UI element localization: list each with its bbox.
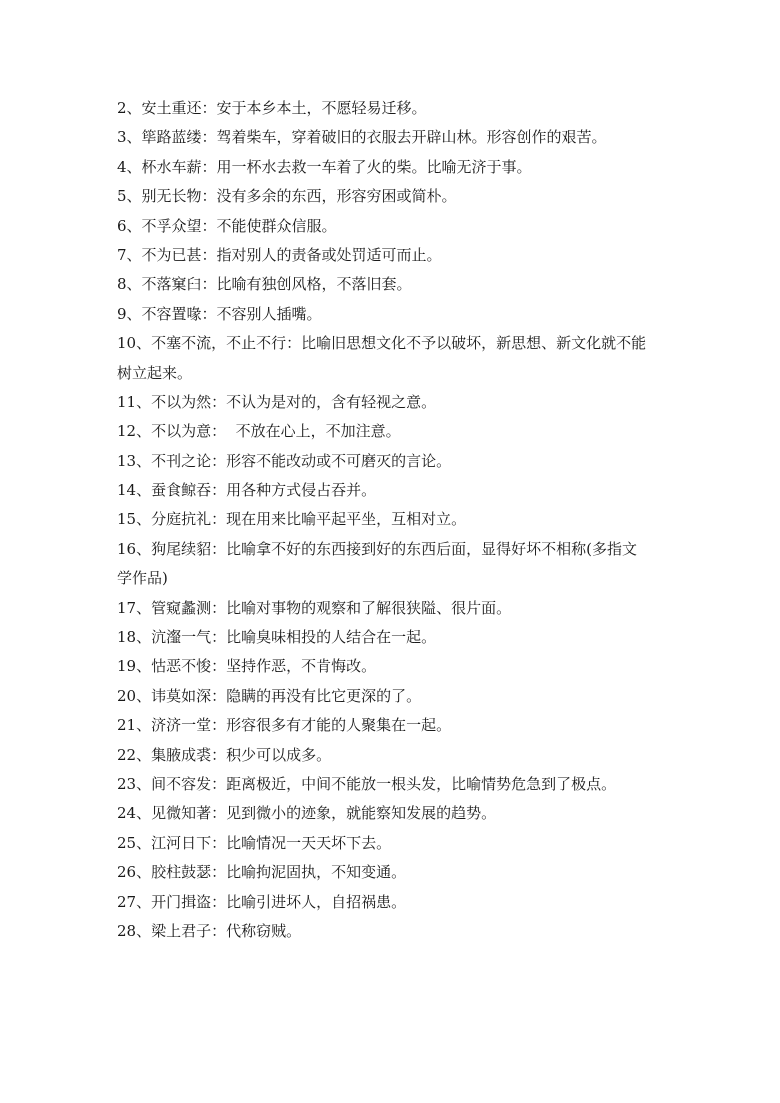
list-item: 2、安土重还：安于本乡本土，不愿轻易迁移。	[117, 99, 427, 117]
list-item: 10、不塞不流，不止不行：比喻旧思想文化不予以破坏，新思想、新文化就不能	[117, 334, 647, 353]
list-item: 20、讳莫如深：隐瞒的再没有比它更深的了。	[117, 686, 422, 705]
list-item: 24、见微知著：见到微小的迹象，就能察知发展的趋势。	[117, 804, 497, 823]
list-item-continuation: 树立起来。	[117, 363, 193, 382]
list-item: 9、不容置喙：不容别人插嘴。	[117, 304, 322, 323]
list-item: 28、梁上君子：代称窃贼。	[117, 921, 302, 940]
list-item: 6、不孚众望：不能使群众信服。	[117, 216, 337, 235]
list-item: 21、济济一堂：形容很多有才能的人聚集在一起。	[117, 716, 452, 735]
list-item: 8、不落窠臼：比喻有独创风格，不落旧套。	[117, 275, 412, 294]
list-item: 27、开门揖盗：比喻引进坏人，自招祸患。	[117, 892, 407, 911]
list-item: 19、怙恶不悛：坚持作恶，不肯悔改。	[117, 657, 377, 676]
list-item: 16、狗尾续貂：比喻拿不好的东西接到好的东西后面，显得好坏不相称(多指文	[117, 539, 637, 558]
list-item: 26、胶柱鼓瑟：比喻拘泥固执，不知变通。	[117, 863, 407, 882]
list-item: 12、不以为意： 不放在心上，不加注意。	[117, 422, 401, 441]
list-item: 11、不以为然：不认为是对的，含有轻视之意。	[117, 392, 437, 411]
list-item: 18、沆瀣一气：比喻臭味相投的人结合在一起。	[117, 628, 437, 647]
list-item: 15、分庭抗礼：现在用来比喻平起平坐，互相对立。	[117, 510, 467, 529]
list-item: 23、间不容发：距离极近，中间不能放一根头发，比喻情势危急到了极点。	[117, 774, 617, 793]
list-item: 5、别无长物：没有多余的东西，形容穷困或简朴。	[117, 187, 457, 206]
list-item-continuation: 学作品)	[117, 569, 168, 588]
list-item: 22、集腋成裘：积少可以成多。	[117, 745, 332, 764]
list-item: 25、江河日下：比喻情况一天天坏下去。	[117, 833, 392, 852]
list-item: 14、蚕食鲸吞：用各种方式侵占吞并。	[117, 481, 377, 500]
list-item: 7、不为已甚：指对别人的责备或处罚适可而止。	[117, 245, 442, 264]
list-item: 4、杯水车薪：用一杯水去救一车着了火的柴。比喻无济于事。	[117, 157, 532, 176]
list-item: 13、不刊之论：形容不能改动或不可磨灭的言论。	[117, 451, 452, 470]
idiom-list	[117, 94, 657, 946]
list-item: 17、管窥蠡测：比喻对事物的观察和了解很狭隘、很片面。	[117, 598, 512, 617]
list-item: 3、筚路蓝缕：驾着柴车，穿着破旧的衣服去开辟山林。形容创作的艰苦。	[117, 128, 607, 147]
